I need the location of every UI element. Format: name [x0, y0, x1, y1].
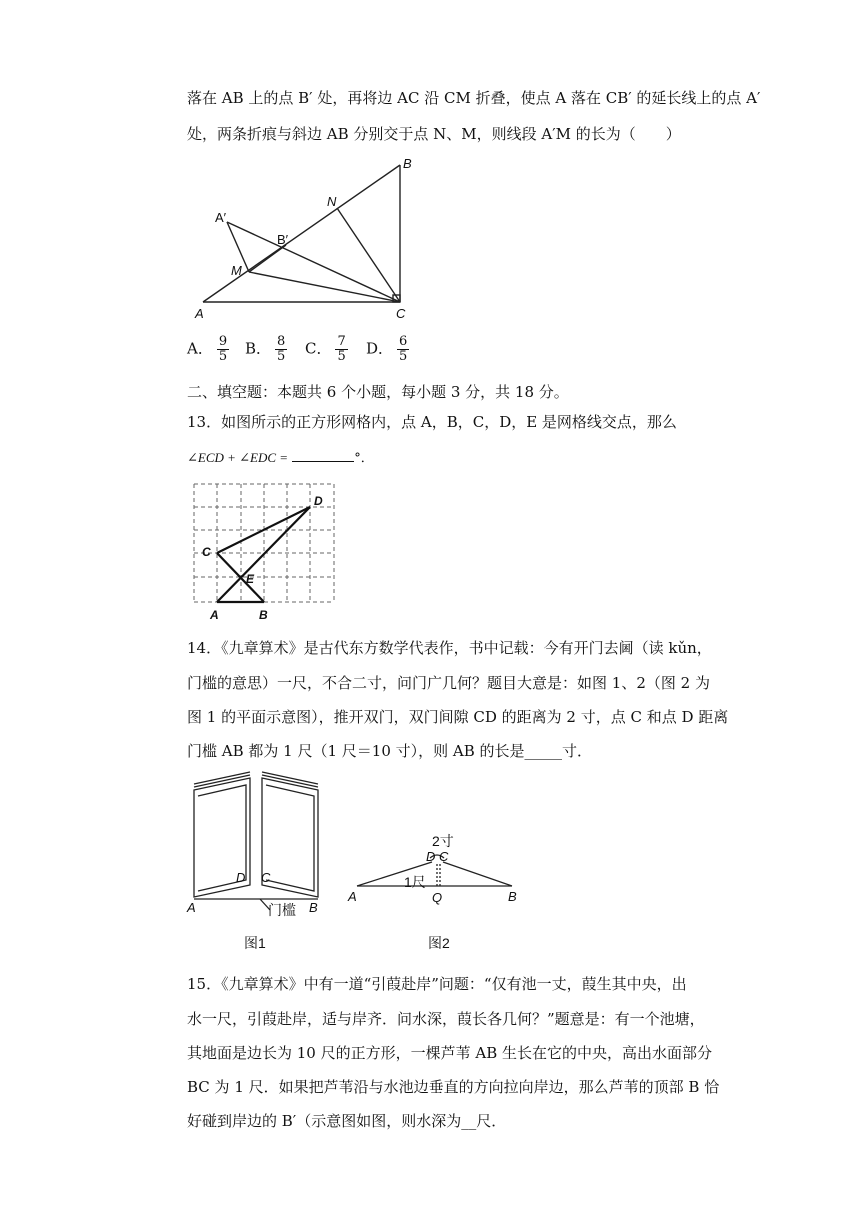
section-2-heading: 二、填空题：本题共 6 个小题，每小题 3 分，共 18 分。 [187, 383, 569, 401]
label-D-13: D [314, 494, 323, 508]
fig1-label-C: C [261, 870, 271, 885]
fig2-label-A: A [348, 889, 357, 904]
q14-text-line-1: 14．《九章算术》是古代东方数学代表作，书中记载：今有开门去阃（读 kǔn， [187, 639, 712, 657]
label-M: M [231, 263, 242, 278]
q13-grid-figure [185, 478, 345, 623]
label-B-prime: B′ [277, 232, 289, 247]
label-C: C [396, 306, 406, 321]
fig2-label-2cun: 2寸 [432, 833, 454, 849]
option-b[interactable] [245, 335, 291, 364]
q15-text-line-2: 水一尺，引葭赴岸，适与岸齐．问水深，葭长各几何？”题意是：有一个池塘， [187, 1010, 705, 1028]
q13-suffix: °． [354, 451, 374, 466]
right-door-inner [266, 785, 314, 891]
fraction-c: $\frac{7}{5}$ [337, 334, 346, 364]
fig2-label-1chi: 1尺 [404, 874, 426, 890]
q13-answer-blank[interactable] [292, 447, 354, 462]
fig2-label-DC: D C [426, 849, 449, 864]
label-A: A [195, 306, 204, 321]
q13-text-line-1: 13．如图所示的正方形网格内，点 A，B，C，D，E 是网格线交点，那么 [187, 413, 677, 431]
q13-answer-line [187, 447, 374, 469]
label-B-13: B [259, 608, 268, 622]
q15-text-line-5: 好碰到岸边的 B′（示意图如图，则水深为__尺． [187, 1112, 507, 1130]
q15-text-line-3: 其地面是边长为 10 尺的正方形，一棵芦苇 AB 生长在它的中央，高出水面部分 [187, 1044, 713, 1062]
option-a-label: A． [187, 339, 213, 358]
label-N: N [327, 194, 337, 209]
fraction-b: $\frac{8}{5}$ [277, 334, 286, 364]
segment-MC [249, 272, 400, 302]
segment-A'C [227, 222, 400, 302]
fig2-caption: 图2 [428, 935, 450, 951]
label-A-prime: A′ [215, 210, 227, 225]
fig1-label-D: D [236, 870, 246, 885]
option-c-label: C． [305, 339, 332, 358]
fraction-a: $\frac{9}{5}$ [218, 334, 228, 364]
fig2-label-B: B [508, 889, 517, 904]
q14-text-line-2: 门槛的意思）一尺，不合二寸，问门广几何？题目大意是：如图 1、2（图 2 为 [187, 674, 710, 692]
option-d-label: D． [366, 339, 394, 358]
q14-text-line-3: 图 1 的平面示意图），推开双门，双门间隙 CD 的距离为 2 寸，点 C 和点 D 距离 [187, 708, 729, 726]
label-B: B [403, 156, 412, 171]
q12-text-line-1: 落在 AB 上的点 B′ 处，再将边 AC 沿 CM 折叠，使点 A 落在 CB′ 的延长线上的点 A′ [187, 89, 761, 107]
q14-figure-1 [185, 775, 330, 955]
fig2-label-Q: Q [432, 890, 443, 905]
q12-text-line-2: 处，两条折痕与斜边 AB 分别交于点 N、M，则线段 A′M 的长为（ ） [187, 125, 681, 143]
fig1-label-B: B [309, 900, 318, 915]
label-A-13: A [210, 608, 219, 622]
label-E-13: E [246, 572, 255, 586]
fig1-caption: 图1 [244, 935, 266, 951]
fig1-label-threshold: 门槛 [268, 902, 296, 918]
q14-figure-2 [345, 800, 525, 955]
option-d[interactable] [366, 335, 413, 364]
option-b-label: B． [245, 339, 272, 358]
segment-CB-fig2 [443, 862, 512, 886]
q15-text-line-4: BC 为 1 尺．如果把芦苇沿与水池边垂直的方向拉向岸边，那么芦苇的顶部 B 恰 [187, 1078, 720, 1096]
q14-text-line-4: 门槛 AB 都为 1 尺（1 尺＝10 寸），则 AB 的长是_____寸． [187, 742, 593, 760]
fraction-d: $\frac{6}{5}$ [399, 334, 408, 364]
q15-text-line-1: 15．《九章算术》中有一道“引葭赴岸”问题：“仅有池一丈，葭生其中央，出 [187, 975, 687, 993]
segment-MB' [249, 245, 286, 272]
label-C-13: C [202, 545, 211, 559]
right-door-outer [262, 778, 318, 897]
q13-expression: ∠ECD + ∠EDC = [187, 450, 289, 465]
q12-figure [190, 150, 430, 330]
option-a[interactable] [187, 335, 233, 364]
fig1-label-A: A [187, 900, 196, 915]
option-c[interactable] [305, 335, 352, 364]
